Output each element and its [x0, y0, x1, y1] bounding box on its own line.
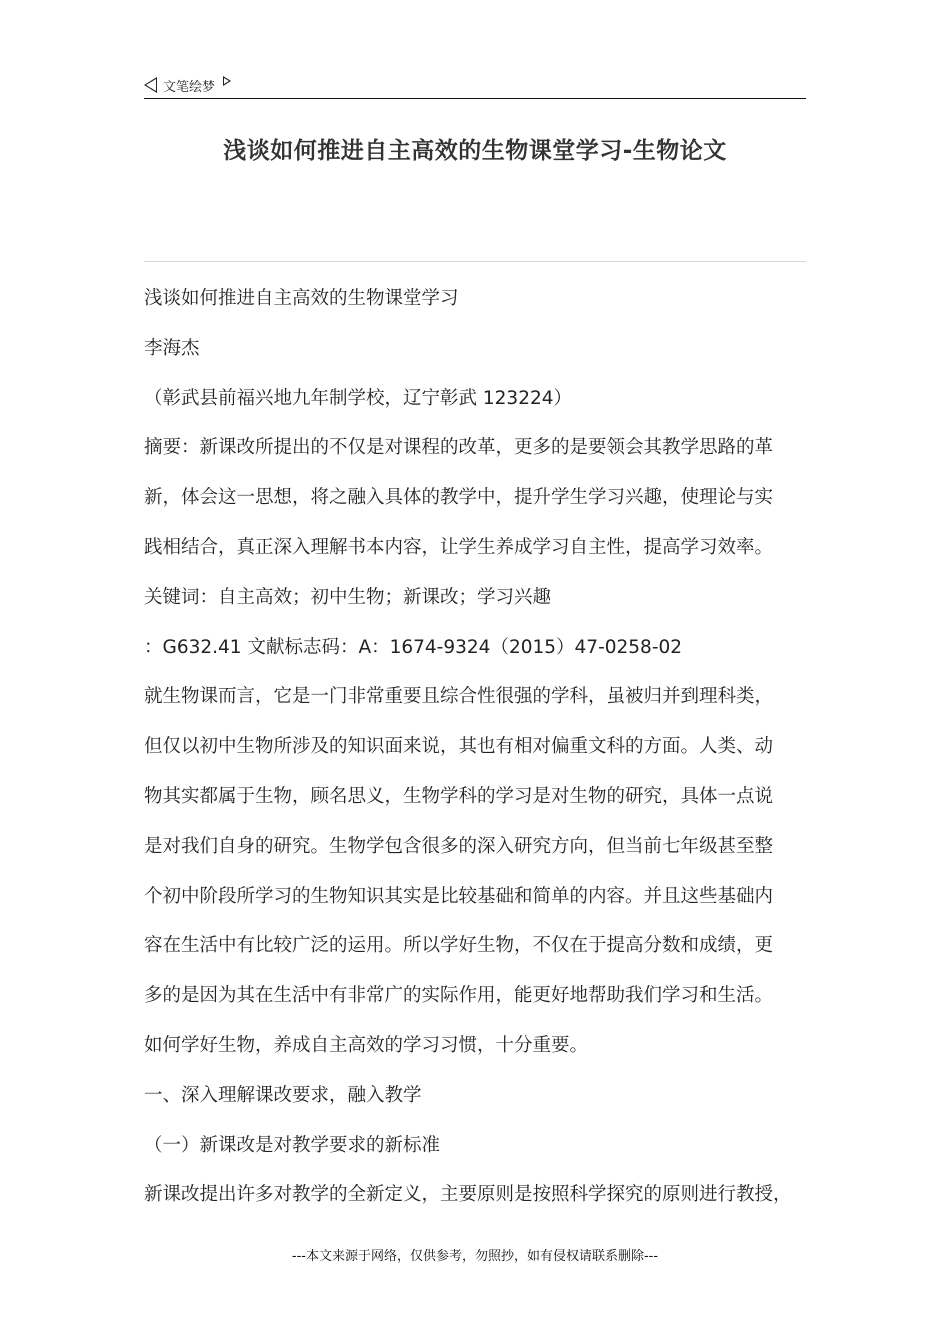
document-body	[144, 274, 824, 1220]
body-line: 如何学好生物，养成自主高效的学习习惯，十分重要。	[144, 1034, 589, 1056]
document-title: 浅谈如何推进自主高效的生物课堂学习-生物论文	[223, 138, 727, 164]
title-divider	[144, 261, 806, 262]
body-line: 物其实都属于生物，顾名思义，生物学科的学习是对生物的研究，具体一点说	[144, 785, 774, 807]
page-header	[144, 72, 806, 99]
triangle-left-icon	[144, 77, 157, 93]
site-name: 文笔绘梦	[163, 79, 216, 95]
body-line: 多的是因为其在生活中有非常广的实际作用，能更好地帮助我们学习和生活。	[144, 985, 774, 1007]
footer-disclaimer: ---本文来源于网络，仅供参考，勿照抄，如有侵权请联系删除---	[291, 1249, 659, 1264]
keywords-line: 关键词：自主高效；初中生物；新课改；学习兴趣	[144, 586, 552, 608]
author-affiliation: （彰武县前福兴地九年制学校，辽宁彰武 123224）	[144, 387, 573, 409]
author-name: 李海杰	[144, 337, 200, 359]
subsection-heading: （一）新课改是对教学要求的新标准	[144, 1134, 441, 1156]
triangle-right-icon	[223, 76, 231, 86]
body-line: 就生物课而言，它是一门非常重要且综合性很强的学科，虽被归并到理科类，	[144, 686, 774, 708]
abstract-line: 新，体会这一思想，将之融入具体的教学中，提升学生学习兴趣，使理论与实	[144, 487, 774, 509]
abstract-line: 摘要：新课改所提出的不仅是对课程的改革，更多的是要领会其教学思路的革	[144, 437, 774, 459]
body-line: 个初中阶段所学习的生物知识其实是比较基础和简单的内容。并且这些基础内	[144, 885, 774, 907]
article-heading: 浅谈如何推进自主高效的生物课堂学习	[144, 288, 459, 309]
body-line: 新课改提出许多对教学的全新定义，主要原则是按照科学探究的原则进行教授，	[144, 1184, 792, 1206]
body-line: 是对我们自身的研究。生物学包含很多的深入研究方向，但当前七年级甚至整	[144, 835, 774, 857]
abstract-line: 践相结合，真正深入理解书本内容，让学生养成学习自主性，提高学习效率。	[144, 536, 774, 558]
body-line: 但仅以初中生物所涉及的知识面来说，其也有相对偏重文科的方面。人类、动	[144, 736, 774, 758]
section-heading: 一、深入理解课改要求，融入教学	[144, 1084, 422, 1106]
classification-line: ：G632.41 文献标志码：A：1674-9324（2015）47-0258-02	[144, 636, 683, 658]
body-line: 容在生活中有比较广泛的运用。所以学好生物，不仅在于提高分数和成绩，更	[144, 935, 774, 957]
